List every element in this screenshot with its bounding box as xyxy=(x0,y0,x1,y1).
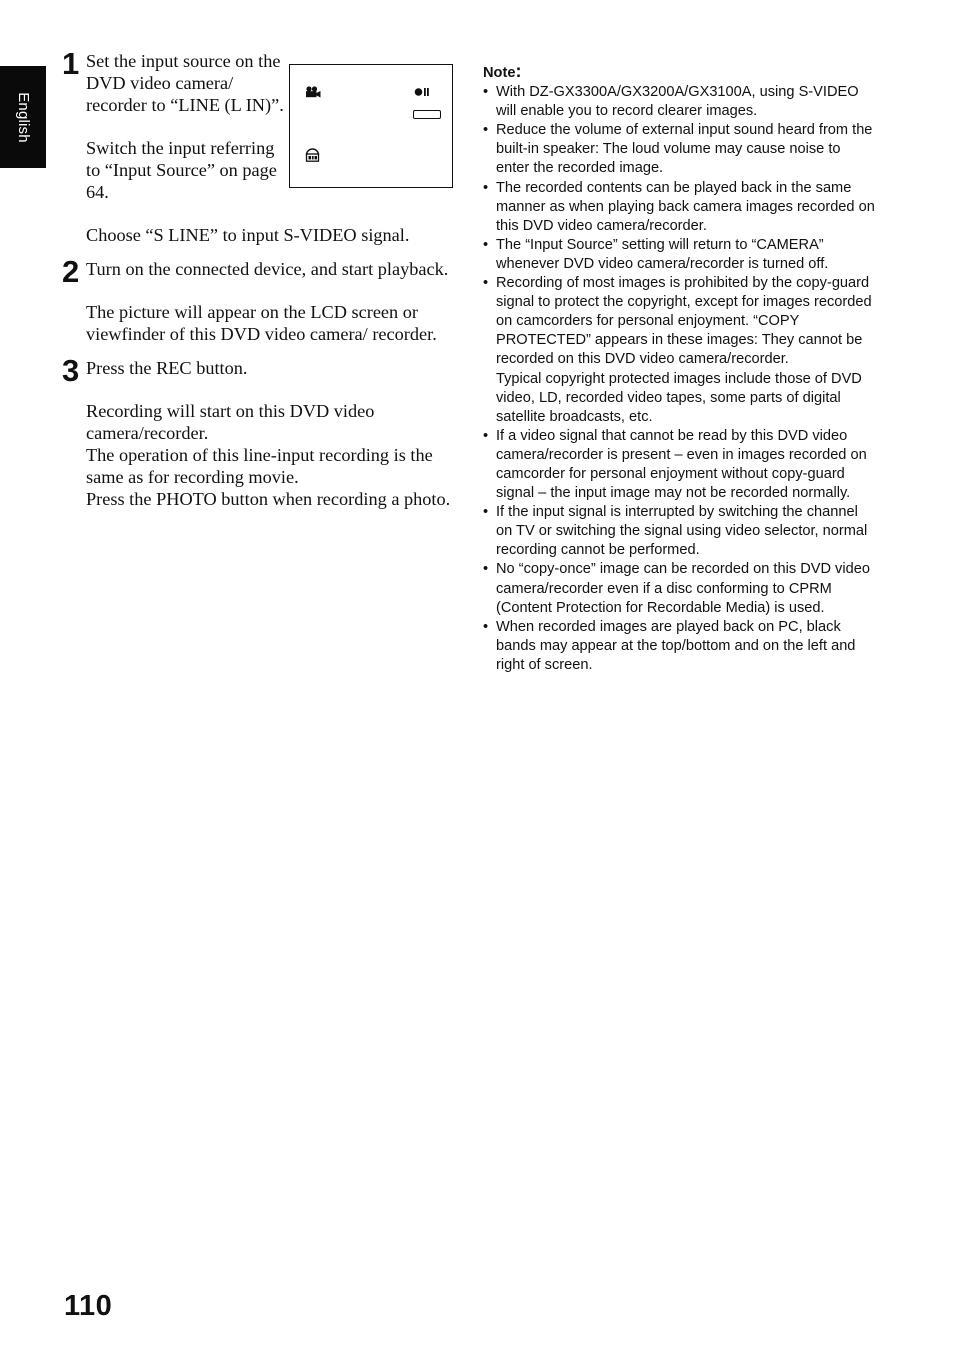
note-section xyxy=(483,62,875,675)
step-number: 2 xyxy=(62,254,79,289)
step-text: Set the input source on the DVD video camera/ recorder to “LINE (L IN)”. xyxy=(86,51,284,115)
step-number: 3 xyxy=(62,353,79,388)
step-text: Switch the input referring to “Input Source” on page 64. xyxy=(86,138,277,202)
note-item xyxy=(483,274,875,427)
step-1 xyxy=(62,46,456,246)
language-tab-label: English xyxy=(14,91,32,143)
note-item-text: • Recording of most images is prohibited by the copy-guard signal to protect the copyright, except for images recorded on camcorders for personal enjoyment. “COPY PROTECTED” appears in these images: They cannot be recorded on this DVD video camera/recorder. xyxy=(496,275,872,368)
note-title xyxy=(483,62,875,83)
note-item: • No “copy-once” image can be recorded on this DVD video camera/recorder even if a disc conforming to CPRM (Content Protection for Recordable Media) is used. xyxy=(483,560,875,617)
note-item: • If a video signal that cannot be read by this DVD video camera/recorder is present – even in images recorded on camcorder for personal enjoyment without copy-guard signal – the input image may not be recorded normally. xyxy=(483,427,875,503)
step-2 xyxy=(62,254,456,345)
step-text: The operation of this line-input recording is the same as for recording movie. xyxy=(86,445,433,487)
note-list xyxy=(483,83,875,675)
step-text: Turn on the connected device, and start playback. xyxy=(86,259,449,279)
step-text: Press the REC button. xyxy=(86,358,248,378)
step-text: Recording will start on this DVD video camera/recorder. xyxy=(86,401,375,443)
note-item: • When recorded images are played back on PC, black bands may appear at the top/bottom and on the left and right of screen. xyxy=(483,618,875,675)
note-title-text: Note xyxy=(483,65,516,81)
step-text: The picture will appear on the LCD screen or viewfinder of this DVD video camera/ recorder. xyxy=(86,302,437,344)
note-title-colon: : xyxy=(515,61,522,81)
note-item: • With DZ-GX3300A/GX3200A/GX3100A, using S-VIDEO will enable you to record clearer images. xyxy=(483,83,875,121)
step-text: Press the PHOTO button when recording a photo. xyxy=(86,489,451,509)
step-text: Choose “S LINE” to input S-VIDEO signal. xyxy=(86,225,410,245)
language-tab xyxy=(0,66,46,168)
note-item: • Reduce the volume of external input sound heard from the built-in speaker: The loud volume may cause noise to enter the recorded image. xyxy=(483,121,875,178)
note-item: • The recorded contents can be played back in the same manner as when playing back camera images recorded on this DVD video camera/recorder. xyxy=(483,179,875,236)
note-item-extra: Typical copyright protected images include those of DVD video, LD, recorded video tapes, some parts of digital satellite broadcasts, etc. xyxy=(496,370,862,425)
page-number: 110 xyxy=(64,1290,113,1322)
note-item: • The “Input Source” setting will return to “CAMERA” whenever DVD video camera/recorder is turned off. xyxy=(483,236,875,274)
step-number: 1 xyxy=(62,46,79,81)
note-item: • If the input signal is interrupted by switching the channel on TV or switching the signal using video selector, normal recording cannot be performed. xyxy=(483,503,875,560)
instruction-steps xyxy=(62,46,456,522)
step-3 xyxy=(62,353,456,510)
